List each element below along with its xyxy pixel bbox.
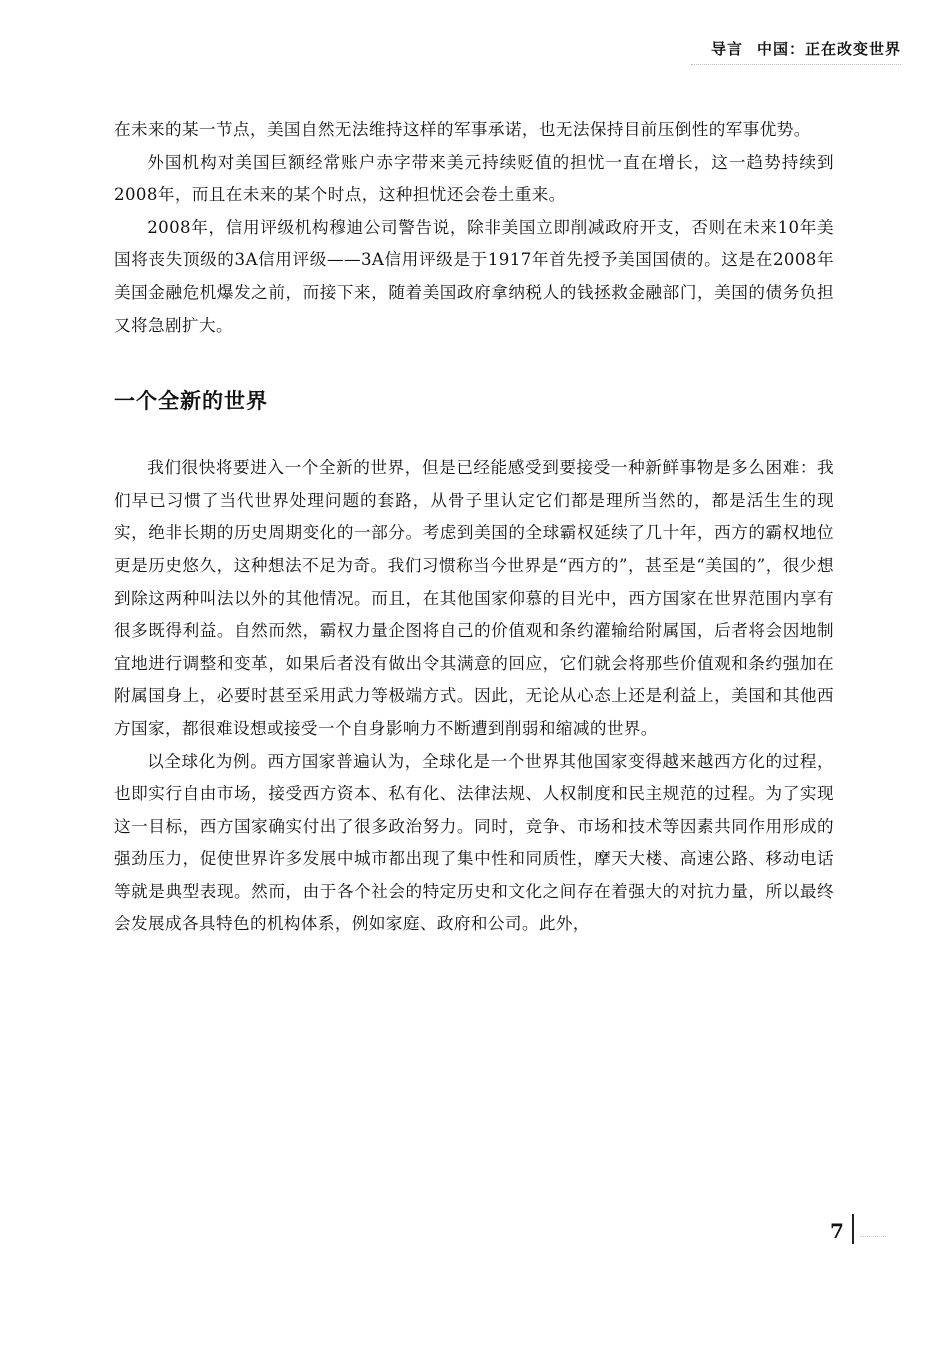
paragraph: 外国机构对美国巨额经常账户赤字带来美元持续贬值的担忧一直在增长，这一趋势持续到2008年，而且在未来的某个时点，这种担忧还会卷土重来。 bbox=[114, 152, 834, 205]
header-title: 中国：正在改变世界 bbox=[756, 40, 901, 58]
page-body bbox=[114, 114, 834, 941]
header-rule bbox=[691, 64, 901, 67]
paragraph: 在未来的某一节点，美国自然无法维持这样的军事承诺，也无法保持目前压倒性的军事优势。 bbox=[114, 120, 811, 139]
page-number-divider bbox=[852, 1214, 854, 1244]
page-number: 7 bbox=[830, 1219, 844, 1243]
running-header bbox=[711, 38, 901, 59]
paragraph: 2008年，信用评级机构穆迪公司警告说，除非美国立即削减政府开支，否则在未来10年美国将丧失顶级的3A信用评级——3A信用评级是于1917年首先授予美国国债的。这是在2008年美国金融危机爆发之前，而接下来，随着美国政府拿纳税人的钱拯救金融部门，美国的债务负担又将急剧扩大。 bbox=[114, 217, 834, 335]
section-heading: 一个全新的世界 bbox=[114, 389, 268, 414]
page-mark bbox=[860, 1222, 886, 1237]
paragraph: 我们很快将要进入一个全新的世界，但是已经能感受到要接受一种新鲜事物是多么困难：我们早已习惯了当代世界处理问题的套路，从骨子里认定它们都是理所当然的，都是活生生的现实，绝非长期的历史周期变化的一部分。考虑到美国的全球霸权延续了几十年，西方的霸权地位更是历史悠久，这种想法不足为奇。我们习惯称当今世界是“西方的”，甚至是“美国的”，很少想到除这两种叫法以外的其他情况。而且，在其他国家仰慕的目光中，西方国家在世界范围内享有很多既得利益。自然而然，霸权力量企图将自己的价值观和条约灌输给附属国，后者将会因地制宜地进行调整和变革，如果后者没有做出令其满意的回应，它们就会将那些价值观和条约强加在附属国身上，必要时甚至采用武力等极端方式。因此，无论从心态上还是利益上，美国和其他西方国家，都很难设想或接受一个自身影响力不断遭到削弱和缩减的世界。 bbox=[114, 458, 834, 738]
paragraph: 以全球化为例。西方国家普遍认为，全球化是一个世界其他国家变得越来越西方化的过程，也即实行自由市场，接受西方资本、私有化、法律法规、人权制度和民主规范的过程。为了实现这一目标，西方国家确实付出了很多政治努力。同时，竞争、市场和技术等因素共同作用形成的强劲压力，促使世界许多发展中城市都出现了集中性和同质性，摩天大楼、高速公路、移动电话等就是典型表现。然而，由于各个社会的特定历史和文化之间存在着强大的对抗力量，所以最终会发展成各具特色的机构体系，例如家庭、政府和公司。此外， bbox=[114, 751, 834, 934]
header-section: 导言 bbox=[710, 40, 743, 58]
